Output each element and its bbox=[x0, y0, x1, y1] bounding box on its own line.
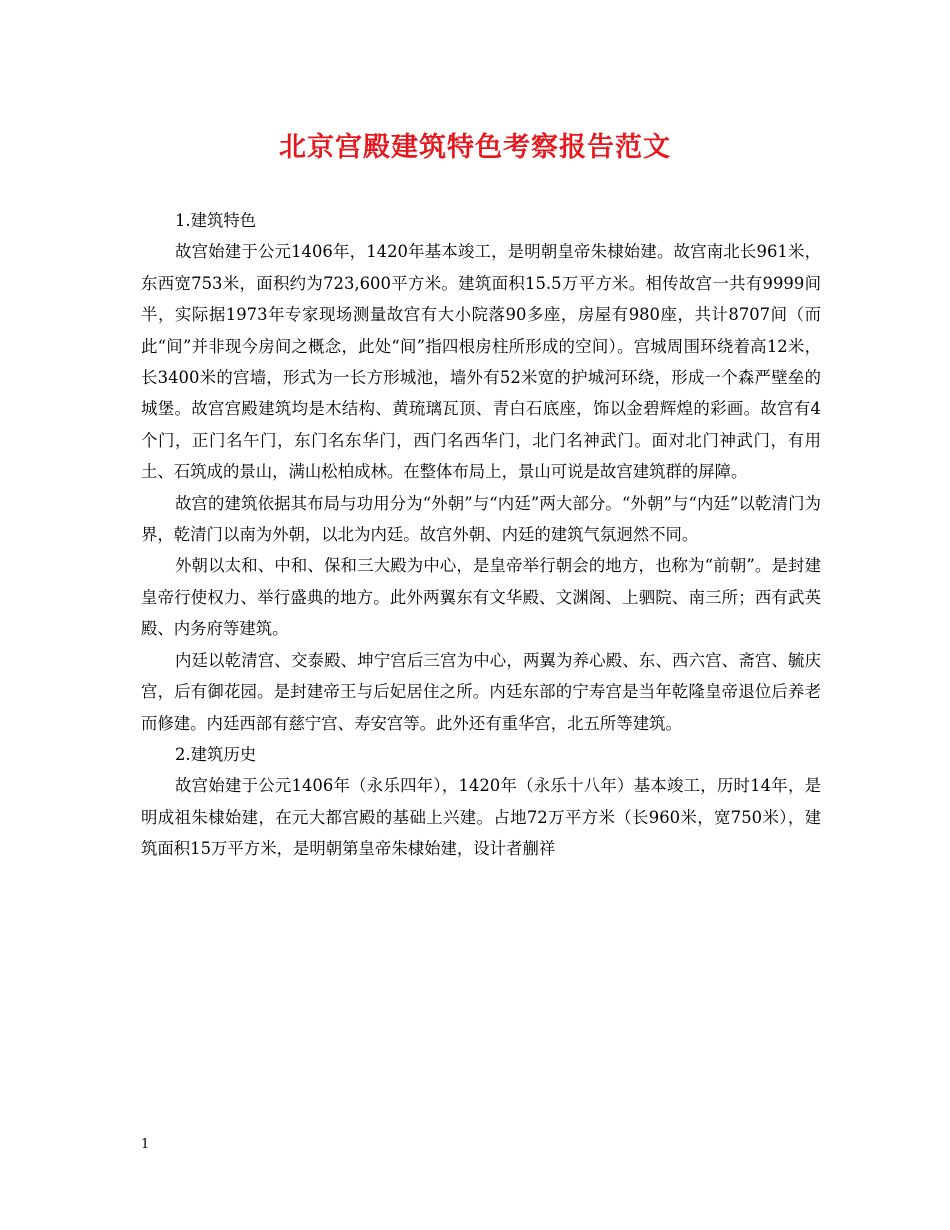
section-heading: 2.建筑历史 bbox=[175, 744, 257, 764]
paragraph: 内廷以乾清宫、交泰殿、坤宁宫后三宫为中心，两翼为养心殿、东、西六宫、斋宫、毓庆宫，后有御花园。是封建帝王与后妃居住之所。内廷东部的宁寿宫是当年乾隆皇帝退位后养老而修建。内廷西部有慈宁宫、寿安宫等。此外还有重华宫，北五所等建筑。 bbox=[141, 650, 821, 733]
document-title: 北京宫殿建筑特色考察报告范文 bbox=[279, 132, 671, 163]
paragraph: 故宫始建于公元1406年，1420年基本竣工，是明朝皇帝朱棣始建。故宫南北长961米，东西宽753米，面积约为723,600平方米。建筑面积15.5万平方米。相传故宫一共有9999间半，实际据1973年专家现场测量故宫有大小院落90多座，房屋有980座，共计8707间（而此“间”并非现今房间之概念，此处“间”指四根房柱所形成的空间）。宫城周围环绕着高12米，长3400米的宫墙，形式为一长方形城池，墙外有52米宽的护城河环绕，形成一个森严壁垒的城堡。故宫宫殿建筑均是木结构、黄琉璃瓦顶、青白石底座，饰以金碧辉煌的彩画。故宫有4个门，正门名午门，东门名东华门，西门名西华门，北门名神武门。面对北门神武门，有用土、石筑成的景山，满山松柏成林。在整体布局上，景山可说是故宫建筑群的屏障。 bbox=[141, 242, 821, 482]
document-body bbox=[141, 205, 821, 865]
paragraph: 故宫始建于公元1406年（永乐四年），1420年（永乐十八年）基本竣工，历时14年，是明成祖朱棣始建，在元大都宫殿的基础上兴建。占地72万平方米（长960米，宽750米），建筑面积15万平方米，是明朝第皇帝朱棣始建，设计者蒯祥 bbox=[141, 776, 821, 859]
paragraph: 故宫的建筑依据其布局与功用分为“外朝”与“内廷”两大部分。“外朝”与“内廷”以乾清门为界，乾清门以南为外朝，以北为内廷。故宫外朝、内廷的建筑气氛迥然不同。 bbox=[141, 493, 821, 545]
section-heading: 1.建筑特色 bbox=[175, 211, 257, 230]
paragraph: 外朝以太和、中和、保和三大殿为中心，是皇帝举行朝会的地方，也称为“前朝”。是封建皇帝行使权力、举行盛典的地方。此外两翼东有文华殿、文渊阁、上驷院、南三所；西有武英殿、内务府等建筑。 bbox=[141, 556, 821, 639]
page-number: 1 bbox=[141, 1137, 150, 1152]
